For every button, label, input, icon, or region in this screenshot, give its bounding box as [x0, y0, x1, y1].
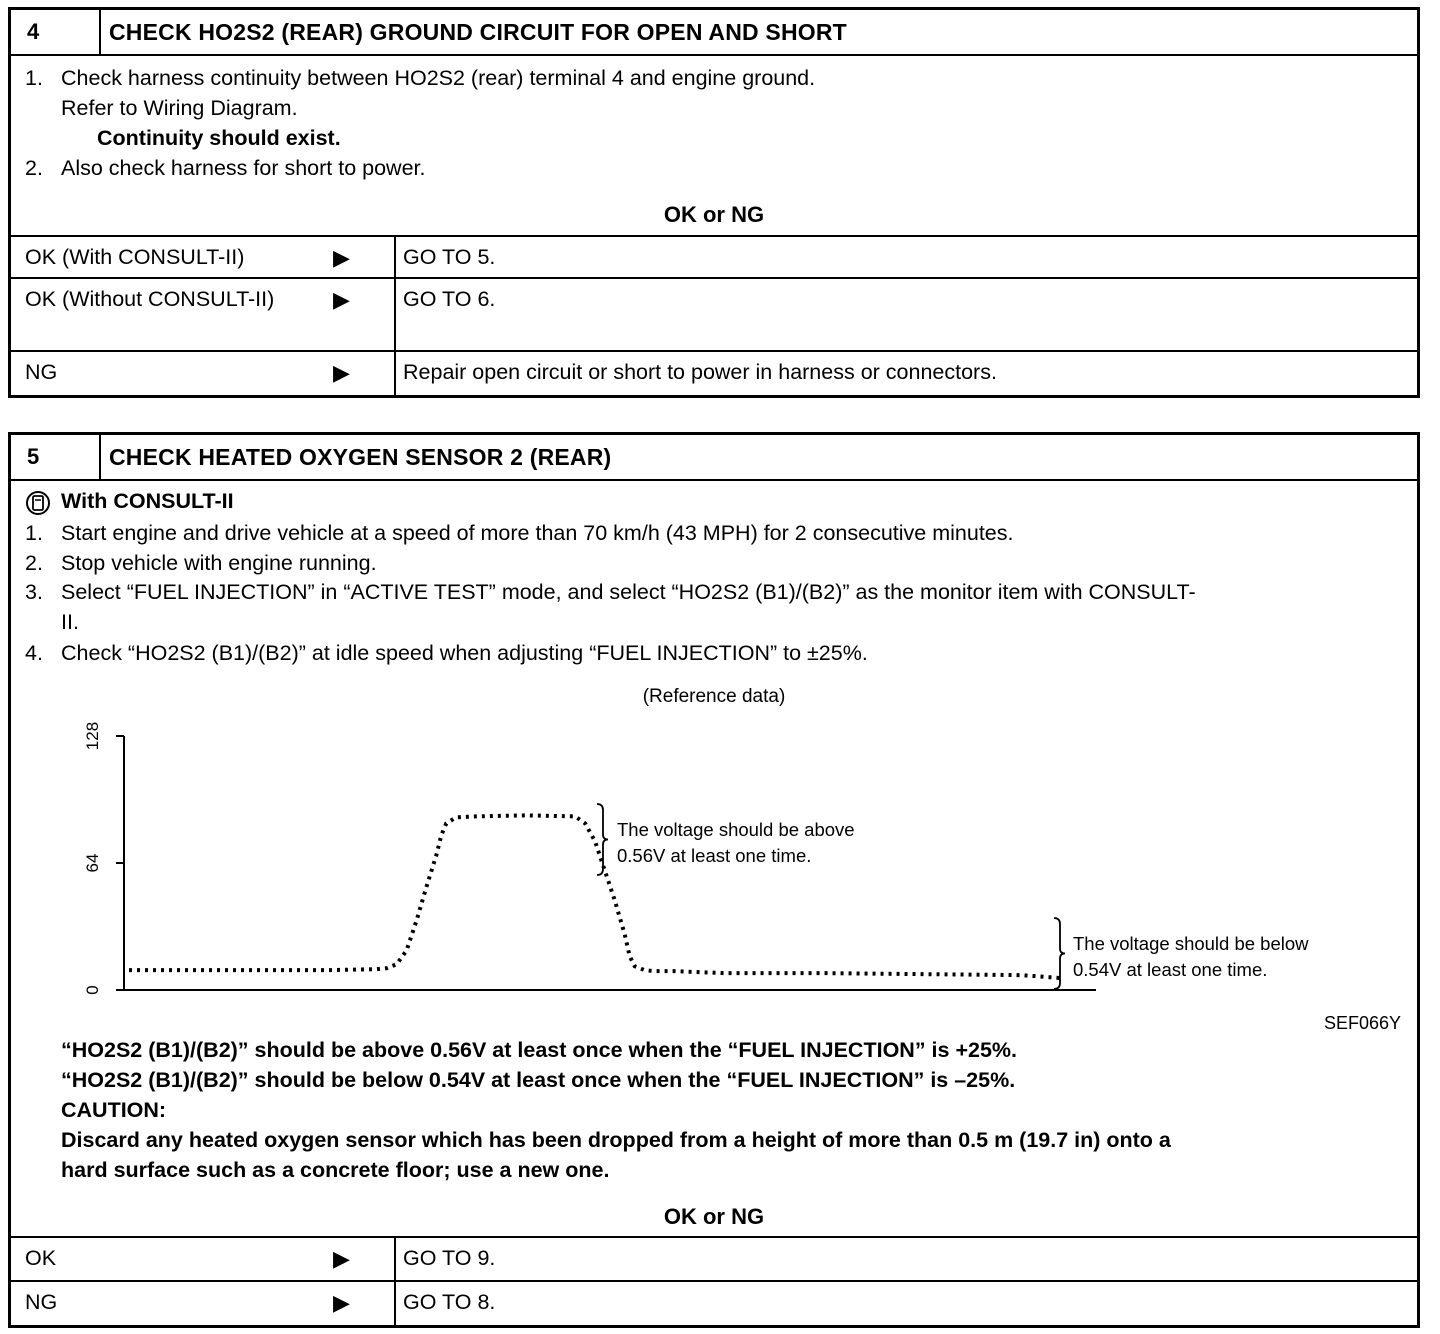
- voltage-chart: [11, 715, 1391, 1015]
- result-condition: OK (Without CONSULT-II): [25, 287, 275, 311]
- brace-icon: [1054, 918, 1065, 989]
- step-5-number: 5: [11, 435, 101, 479]
- result-action: Repair open circuit or short to power in harness or connectors.: [403, 360, 997, 384]
- result-action: GO TO 6.: [403, 287, 496, 311]
- step-5-result-row: [11, 1280, 1417, 1327]
- result-action: GO TO 5.: [403, 245, 496, 269]
- annotation-text: 0.56V at least one time.: [617, 845, 812, 866]
- step-4-panel: 4 CHECK HO2S2 (REAR) GROUND CIRCUIT FOR OPEN AND SHORT 1. Check harness continuity between HO2S2 (rear) terminal 4 and engine ground. Refer to Wiring Diagram. Continuity should exist. 2. Also check harness for short to power. OK or NG OK (With CONSULT-II) ▶ GO TO 5. OK (Without CONSULT-II) ▶ GO TO 6. NG ▶ Repair open circuit or short to power in harness or connectors.: [8, 7, 1420, 398]
- result-action: GO TO 9.: [403, 1246, 496, 1270]
- note-line: “HO2S2 (B1)/(B2)” should be below 0.54V at least once when the “FUEL INJECTION” is –25%.: [61, 1068, 1016, 1092]
- step-5-okng-label: OK or NG: [663, 1204, 765, 1229]
- result-condition: OK (With CONSULT-II): [25, 245, 245, 269]
- annotation-text: The voltage should be below: [1073, 933, 1309, 954]
- step-5-panel: 5 CHECK HEATED OXYGEN SENSOR 2 (REAR) With CONSULT-II 1. Start engine and drive vehicle at a speed of more than 70 km/h (43 MPH) for 2 consecutive minutes. 2. Stop vehicle with engine running. 3. Select “FUEL INJECTION” in “ACTIVE TEST” mode, and select “HO2S2 (B1)/(B2)” as the monitor item with CONSULT- II. 4. Check “HO2S2 (B1)/(B2)” at idle speed when adjusting “FUEL INJECTION” to ±25%. (Reference data) 0 64 128 The voltage should be above 0.56V at least one time. The voltage should be below 0.54V at least one time. SEF066Y “HO2S2 (B1)/(B2)” should be above 0.56V at least once when the “FUEL INJECTION” is +25%. “HO2S2 (B1)/(B2)” should be below 0.54V at least once when the “FUEL INJECTION” is –25%. CAUTION: Discard any heated oxygen sensor which has been dropped from a height of more than 0.5 m (19.7 in) onto a hard surface such as a concrete floor; use a new one. OK or NG OK ▶ GO TO 9. NG ▶ GO TO 8.: [8, 432, 1420, 1328]
- y-tick-label: 128: [83, 721, 102, 751]
- step-5-header: [11, 435, 1417, 481]
- annotation-text: The voltage should be above: [617, 819, 855, 840]
- step-5-title: CHECK HEATED OXYGEN SENSOR 2 (REAR): [109, 444, 612, 470]
- step-4-number: 4: [11, 10, 101, 54]
- step-5-result-row: [11, 1236, 1417, 1282]
- step-4-header: [11, 10, 1417, 56]
- y-tick-label: 0: [83, 985, 102, 995]
- arrow-right-icon: ▶: [333, 287, 350, 312]
- note-line: “HO2S2 (B1)/(B2)” should be above 0.56V at least once when the “FUEL INJECTION” is +25%.: [61, 1038, 1018, 1062]
- caution-text: hard surface such as a concrete floor; use a new one.: [61, 1158, 610, 1182]
- step-4-okng-label: OK or NG: [663, 202, 765, 227]
- step-4-result-row: [11, 235, 1417, 279]
- result-condition: NG: [25, 1290, 58, 1314]
- y-tick-label: 64: [83, 853, 102, 873]
- voltage-series-line: [129, 815, 1061, 978]
- result-condition: NG: [25, 360, 58, 384]
- arrow-right-icon: ▶: [333, 360, 350, 385]
- step-4-title: CHECK HO2S2 (REAR) GROUND CIRCUIT FOR OPEN AND SHORT: [109, 19, 847, 45]
- result-action: GO TO 8.: [403, 1290, 496, 1314]
- step-4-result-row: [11, 350, 1417, 397]
- arrow-right-icon: ▶: [333, 245, 350, 270]
- step-4-result-row: [11, 277, 1417, 351]
- brace-icon: [597, 804, 608, 875]
- consult-icon: [25, 490, 51, 516]
- arrow-right-icon: ▶: [333, 1246, 350, 1271]
- figure-code: SEF066Y: [1323, 1013, 1401, 1033]
- result-condition: OK: [25, 1246, 57, 1270]
- figure-caption: (Reference data): [642, 686, 786, 707]
- caution-text: Discard any heated oxygen sensor which has been dropped from a height of more than 0.5 m (19.7 in) onto a: [61, 1128, 1171, 1152]
- annotation-text: 0.54V at least one time.: [1073, 959, 1268, 980]
- arrow-right-icon: ▶: [333, 1290, 350, 1315]
- caution-heading: CAUTION:: [61, 1098, 167, 1122]
